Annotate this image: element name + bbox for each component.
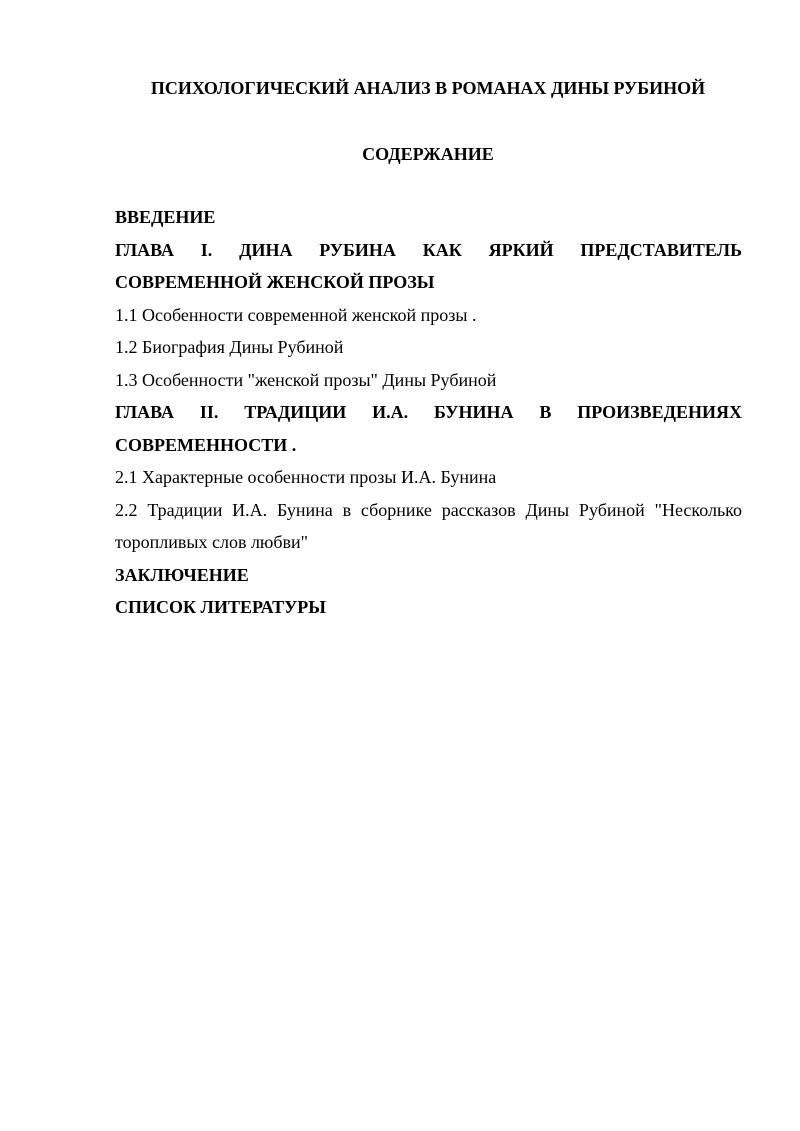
toc-entry-introduction: ВВЕДЕНИЕ [115, 207, 216, 227]
table-of-contents [115, 201, 742, 624]
toc-entry-chapter-2: ГЛАВА II. ТРАДИЦИИ И.А. БУНИНА В ПРОИЗВЕДЕНИЯХ СОВРЕМЕННОСТИ . [115, 402, 742, 455]
toc-entry-conclusion: ЗАКЛЮЧЕНИЕ [115, 564, 249, 585]
toc-entry-2-2: 2.2 Традиции И.А. Бунина в сборнике рассказов Дины Рубиной "Несколько торопливых слов любви" [115, 499, 742, 552]
toc-entry-1-1: 1.1 Особенности современной женской прозы . [115, 304, 477, 325]
toc-entry-1-2: 1.2 Биография Дины Рубиной [115, 337, 344, 357]
toc-entry-bibliography: СПИСОК ЛИТЕРАТУРЫ [115, 597, 326, 617]
toc-heading: СОДЕРЖАНИЕ [362, 144, 494, 164]
document-title: ПСИХОЛОГИЧЕСКИЙ АНАЛИЗ В РОМАНАХ ДИНЫ РУБИНОЙ [150, 78, 706, 98]
toc-entry-1-3: 1.3 Особенности "женской прозы" Дины Рубиной [115, 369, 497, 390]
toc-entry-chapter-1: ГЛАВА I. ДИНА РУБИНА КАК ЯРКИЙ ПРЕДСТАВИТЕЛЬ СОВРЕМЕННОЙ ЖЕНСКОЙ ПРОЗЫ [115, 239, 742, 292]
toc-entry-2-1: 2.1 Характерные особенности прозы И.А. Бунина [115, 467, 497, 487]
